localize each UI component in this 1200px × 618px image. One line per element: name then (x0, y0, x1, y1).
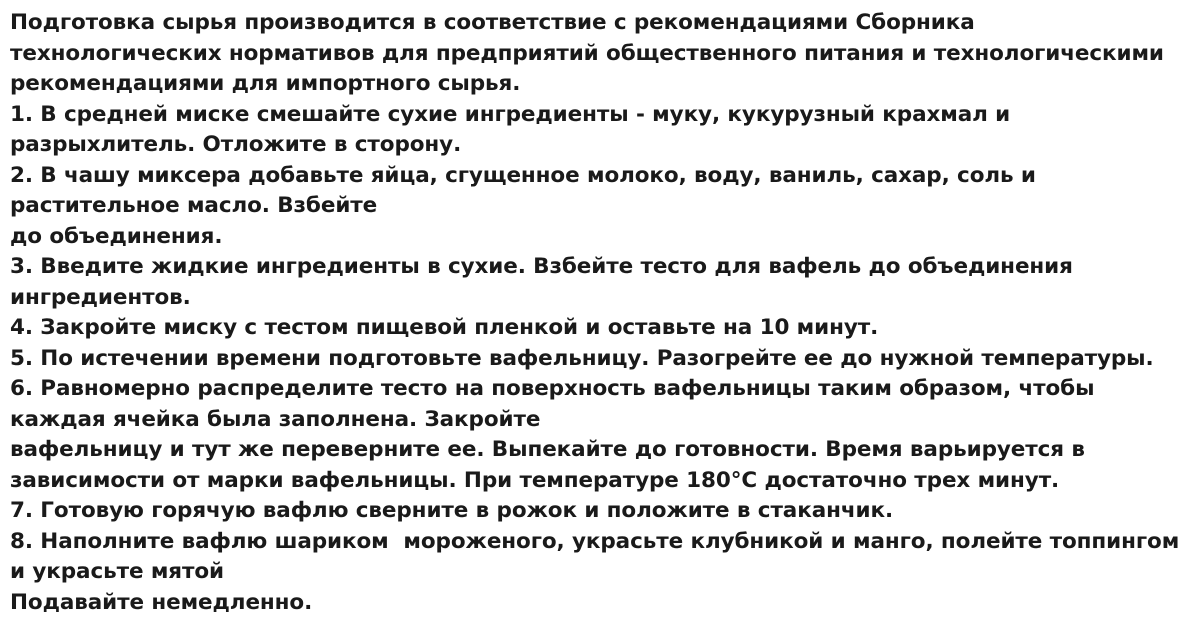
paragraph-step-8: 8. Наполните вафлю шариком мороженого, украсьте клубникой и манго, полейте топпингом и украсьте мятой (10, 527, 1186, 588)
paragraph-step-1: 1. В средней миске смешайте сухие ингредиенты - муку, кукурузный крахмал и разрыхлитель. Отложите в сторону. (10, 100, 1186, 161)
paragraph-step-5: 5. По истечении времени подготовьте вафельницу. Разогрейте ее до нужной температуры. (10, 344, 1186, 375)
paragraph-step-2: 2. В чашу миксера добавьте яйца, сгущенное молоко, воду, ваниль, сахар, соль и растительное масло. Взбейте (10, 161, 1186, 222)
paragraph-intro: Подготовка сырья производится в соответствие с рекомендациями Сборника технологических нормативов для предприятий общественного питания и технологическими рекомендациями для импортного сырья. (10, 8, 1186, 100)
paragraph-step-6: 6. Равномерно распределите тесто на поверхность вафельницы таким образом, чтобы каждая ячейка была заполнена. Закройте (10, 374, 1186, 435)
paragraph-step-7: 7. Готовую горячую вафлю сверните в рожок и положите в стаканчик. (10, 496, 1186, 527)
paragraph-step-6-continued: вафельницу и тут же переверните ее. Выпекайте до готовности. Время варьируется в зависимости от марки вафельницы. При температуре 180°C достаточно трех минут. (10, 435, 1186, 496)
paragraph-step-2-continued: до объединения. (10, 222, 1186, 253)
paragraph-step-3: 3. Введите жидкие ингредиенты в сухие. Взбейте тесто для вафель до объединения ингредиентов. (10, 252, 1186, 313)
paragraph-serving-note: Подавайте немедленно. (10, 588, 1186, 618)
paragraph-step-4: 4. Закройте миску с тестом пищевой пленкой и оставьте на 10 минут. (10, 313, 1186, 344)
